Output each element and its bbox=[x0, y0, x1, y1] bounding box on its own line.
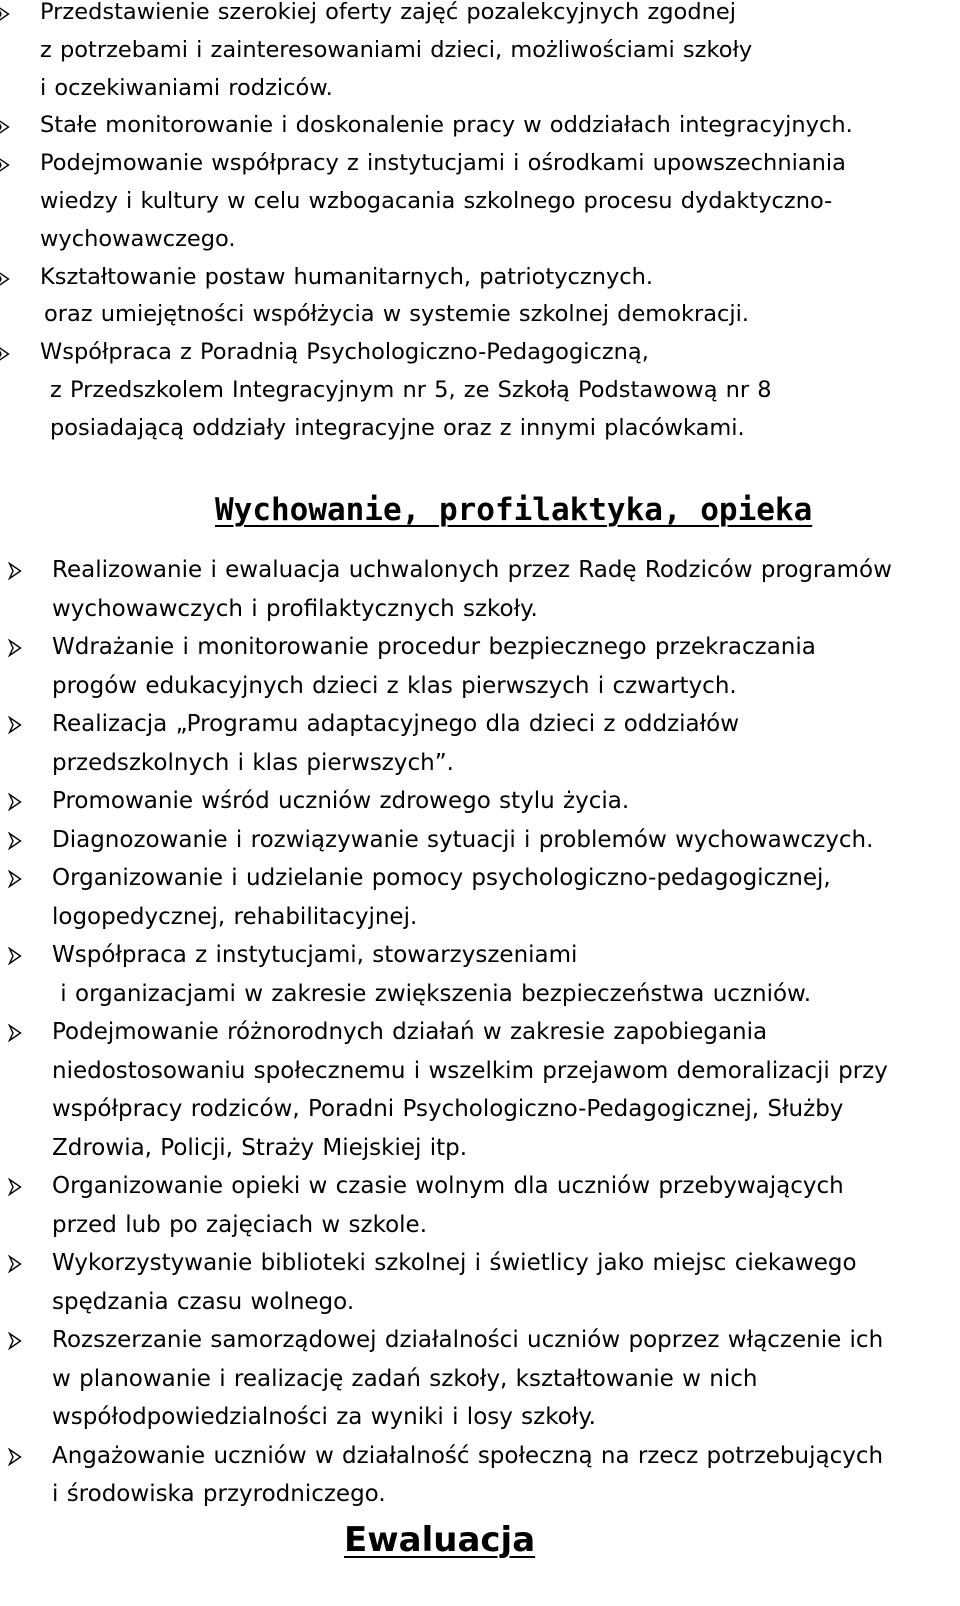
intro-list bbox=[40, 0, 945, 448]
list-item-line: Przedstawienie szerokiej oferty zajęć pozalekcyjnych zgodnej bbox=[40, 0, 736, 25]
list-item-line: spędzania czasu wolnego. bbox=[52, 1288, 355, 1315]
list-item-line: Realizowanie i ewaluacja uchwalonych przez Radę Rodziców programów bbox=[52, 557, 892, 583]
list-item bbox=[52, 936, 947, 1013]
arrowhead-bullet-icon bbox=[8, 1024, 22, 1042]
list-item-line: Podejmowanie różnorodnych działań w zakresie zapobiegania bbox=[52, 1019, 768, 1045]
list-item-line: Współpraca z Poradnią Psychologiczno-Pedagogiczną, bbox=[40, 339, 649, 366]
list-item bbox=[52, 628, 947, 705]
arrowhead-bullet-icon bbox=[8, 947, 22, 965]
arrowhead-bullet-icon bbox=[8, 1332, 22, 1350]
list-item-line: Rozszerzanie samorządowej działalności uczniów poprzez włączenie ich bbox=[52, 1327, 884, 1353]
list-item bbox=[52, 1167, 947, 1244]
list-item bbox=[40, 145, 945, 258]
list-item-line: Realizacja „Programu adaptacyjnego dla dzieci z oddziałów bbox=[52, 711, 740, 737]
list-item-line: Zdrowia, Policji, Straży Miejskiej itp. bbox=[52, 1134, 468, 1161]
list-item-line: Diagnozowanie i rozwiązywanie sytuacji i problemów wychowawczych. bbox=[52, 826, 874, 853]
list-item bbox=[52, 1437, 947, 1514]
list-item bbox=[52, 782, 947, 821]
list-item-line: oraz umiejętności współżycia w systemie szkolnej demokracji. bbox=[44, 301, 750, 328]
list-item-line: Angażowanie uczniów w działalność społeczną na rzecz potrzebujących bbox=[52, 1442, 884, 1469]
arrowhead-bullet-icon bbox=[8, 639, 22, 657]
arrowhead-bullet-icon bbox=[8, 562, 22, 580]
arrowhead-bullet-icon bbox=[0, 5, 10, 23]
list-item-line: z Przedszkolem Integracyjnym nr 5, ze Szkołą Podstawową nr 8 bbox=[50, 376, 772, 403]
list-item-line: Stałe monitorowanie i doskonalenie pracy w oddziałach integracyjnych. bbox=[40, 112, 853, 139]
list-item-line: wychowawczych i profilaktycznych szkoły. bbox=[52, 595, 538, 622]
list-item-line: z potrzebami i zainteresowaniami dzieci, możliwościami szkoły bbox=[40, 36, 753, 63]
arrowhead-bullet-icon bbox=[0, 118, 10, 136]
list-item-line: niedostosowaniu społecznemu i wszelkim przejawom demoralizacji przy bbox=[52, 1057, 888, 1084]
list-item bbox=[52, 859, 947, 936]
list-item-line: wychowawczego. bbox=[40, 225, 236, 252]
arrowhead-bullet-icon bbox=[0, 156, 10, 174]
list-item bbox=[52, 821, 947, 860]
list-item-line: Wdrażanie i monitorowanie procedur bezpiecznego przekraczania bbox=[52, 634, 816, 660]
list-item-line: Promowanie wśród uczniów zdrowego stylu życia. bbox=[52, 788, 630, 814]
list-item-line: przed lub po zajęciach w szkole. bbox=[52, 1211, 428, 1238]
list-item-line: współodpowiedzialności za wyniki i losy szkoły. bbox=[52, 1404, 596, 1430]
list-item-line: progów edukacyjnych dzieci z klas pierwszych i czwartych. bbox=[52, 672, 737, 699]
list-item-line: logopedycznej, rehabilitacyjnej. bbox=[52, 903, 418, 930]
section-heading-ewaluacja: Ewaluacja bbox=[344, 1520, 536, 1560]
list-item-line: wiedzy i kultury w celu wzbogacania szkolnego procesu dydaktyczno- bbox=[40, 187, 833, 214]
list-item bbox=[40, 0, 945, 107]
list-item-line: Podejmowanie współpracy z instytucjami i ośrodkami upowszechniania bbox=[40, 150, 846, 177]
list-item bbox=[40, 334, 945, 447]
list-item bbox=[52, 551, 947, 628]
list-item-line: w planowanie i realizację zadań szkoły, kształtowanie w nich bbox=[52, 1365, 758, 1392]
arrowhead-bullet-icon bbox=[8, 1178, 22, 1196]
list-item-line: i oczekiwaniami rodziców. bbox=[40, 74, 333, 101]
list-item-line: posiadającą oddziały integracyjne oraz z innymi placówkami. bbox=[50, 414, 745, 441]
list-item bbox=[40, 259, 945, 335]
arrowhead-bullet-icon bbox=[8, 793, 22, 811]
arrowhead-bullet-icon bbox=[8, 832, 22, 850]
list-item bbox=[52, 705, 947, 782]
list-item-line: współpracy rodziców, Poradni Psychologiczno-Pedagogicznej, Służby bbox=[52, 1096, 844, 1122]
list-item-line: Organizowanie opieki w czasie wolnym dla uczniów przebywających bbox=[52, 1173, 844, 1199]
list-item-line: Organizowanie i udzielanie pomocy psychologiczno-pedagogicznej, bbox=[52, 865, 831, 891]
list-item-line: przedszkolnych i klas pierwszych”. bbox=[52, 749, 454, 776]
arrowhead-bullet-icon bbox=[0, 345, 10, 363]
arrowhead-bullet-icon bbox=[8, 716, 22, 734]
list-item bbox=[52, 1321, 947, 1437]
arrowhead-bullet-icon bbox=[0, 270, 10, 288]
arrowhead-bullet-icon bbox=[8, 870, 22, 888]
list-item bbox=[40, 107, 945, 145]
wychowanie-list bbox=[52, 551, 947, 1514]
list-item-line: Wykorzystywanie biblioteki szkolnej i świetlicy jako miejsc ciekawego bbox=[52, 1250, 857, 1276]
list-item-line: i organizacjami w zakresie zwiększenia bezpieczeństwa uczniów. bbox=[52, 980, 812, 1007]
section-heading-wychowanie: Wychowanie, profilaktyka, opieka bbox=[215, 492, 813, 528]
list-item-line: Współpraca z instytucjami, stowarzyszeniami bbox=[52, 942, 578, 968]
arrowhead-bullet-icon bbox=[8, 1255, 22, 1273]
list-item bbox=[52, 1013, 947, 1167]
list-item-line: i środowiska przyrodniczego. bbox=[52, 1481, 386, 1507]
arrowhead-bullet-icon bbox=[8, 1448, 22, 1466]
list-item-line: Kształtowanie postaw humanitarnych, patriotycznych. bbox=[40, 263, 654, 290]
list-item bbox=[52, 1244, 947, 1321]
